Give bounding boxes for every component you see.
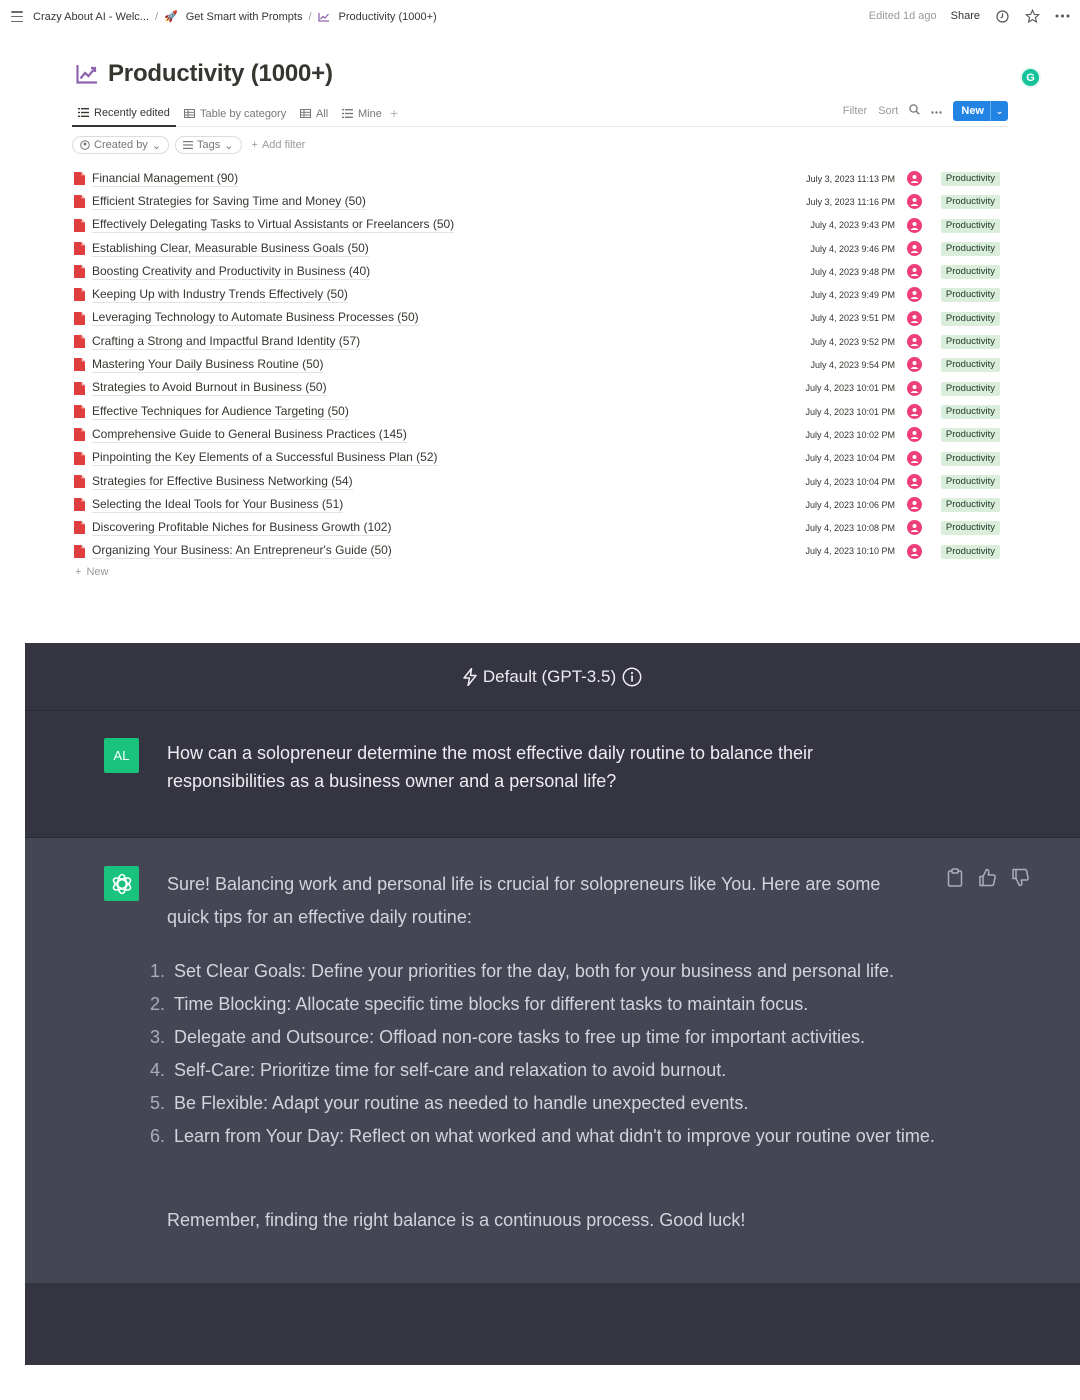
list-item	[145, 955, 945, 988]
filter-button[interactable]: Filter	[842, 105, 868, 117]
tag-badge: Productivity	[941, 382, 1000, 396]
clipboard-icon[interactable]	[945, 868, 964, 887]
table-icon	[300, 109, 311, 118]
more-icon[interactable]	[1054, 8, 1070, 24]
tag-badge: Productivity	[941, 405, 1000, 419]
clock-icon[interactable]	[994, 8, 1010, 24]
document-icon	[74, 219, 85, 232]
page-link[interactable]: Effectively Delegating Tasks to Virtual Assistants or Freelancers (50)	[92, 217, 455, 232]
lightning-icon	[463, 668, 477, 686]
edited-date: July 4, 2023 9:49 PM	[810, 290, 895, 301]
tab-label: Mine	[358, 107, 382, 120]
list-number: 3.	[149, 1027, 165, 1047]
avatar	[907, 497, 922, 512]
page-link[interactable]: Strategies for Effective Business Networking (54)	[92, 473, 353, 488]
more-icon[interactable]	[931, 105, 942, 117]
list-item-text: Be Flexible: Adapt your routine as needed to handle unexpected events.	[174, 1093, 749, 1113]
share-button[interactable]: Share	[950, 10, 980, 22]
table-icon	[184, 109, 195, 118]
page-link[interactable]: Establishing Clear, Measurable Business Goals (50)	[92, 240, 369, 255]
created-by-label: Created by	[94, 139, 148, 151]
list-item	[145, 1054, 945, 1087]
list-item-text: Set Clear Goals: Define your priorities for the day, both for your business and personal life.	[174, 961, 895, 981]
page-link[interactable]: Keeping Up with Industry Trends Effectively (50)	[92, 287, 348, 302]
assistant-outro: Remember, finding the right balance is a continuous process. Good luck!	[167, 1210, 746, 1230]
list-item[interactable]	[72, 493, 1008, 516]
assistant-intro: Sure! Balancing work and personal life is crucial for solopreneurs like You. Here are some quick tips for an effective daily routine:	[167, 874, 881, 927]
assistant-tips-list	[145, 955, 945, 1153]
document-icon	[74, 382, 85, 395]
edited-date: July 3, 2023 11:13 PM	[806, 173, 895, 184]
list-item[interactable]	[72, 353, 1008, 376]
chevron-down-icon[interactable]: ⌄	[990, 101, 1008, 121]
list-item[interactable]	[72, 516, 1008, 539]
assistant-message	[25, 838, 1080, 1283]
list-item[interactable]	[72, 190, 1008, 213]
edited-date: July 4, 2023 10:08 PM	[805, 523, 895, 534]
avatar	[907, 264, 922, 279]
list-item[interactable]	[72, 447, 1008, 470]
tag-badge: Productivity	[941, 312, 1000, 326]
avatar	[907, 311, 922, 326]
edited-date: July 4, 2023 9:48 PM	[810, 266, 895, 277]
tab-label: Table by category	[200, 107, 287, 120]
list-number: 4.	[149, 1060, 165, 1080]
page-link[interactable]: Efficient Strategies for Saving Time and Money (50)	[92, 193, 366, 208]
tab-label: Recently edited	[94, 106, 170, 119]
grammarly-icon[interactable]: G	[1020, 67, 1041, 88]
plus-icon: +	[75, 566, 82, 578]
list-item[interactable]	[72, 540, 1008, 563]
star-icon[interactable]	[1024, 8, 1040, 24]
list-item[interactable]	[72, 214, 1008, 237]
thumbs-up-icon[interactable]	[978, 868, 997, 887]
add-view-icon[interactable]: +	[390, 105, 399, 121]
list-number: 2.	[149, 994, 165, 1014]
list-item	[145, 988, 945, 1021]
openai-logo-icon	[104, 866, 139, 901]
edited-date: July 4, 2023 10:02 PM	[805, 429, 895, 440]
message-actions	[945, 868, 1030, 887]
chart-line-icon	[76, 64, 98, 84]
edited-status: Edited 1d ago	[868, 10, 937, 22]
tag-badge: Productivity	[941, 452, 1000, 466]
avatar	[907, 357, 922, 372]
page-title: Productivity (1000+)	[108, 60, 333, 87]
chevron-down-icon: ⌄	[224, 139, 234, 152]
list-item-text: Time Blocking: Allocate specific time blocks for different tasks to maintain focus.	[174, 994, 809, 1014]
tag-badge: Productivity	[941, 172, 1000, 186]
document-icon	[74, 172, 85, 185]
avatar	[907, 241, 922, 256]
add-new-row-button[interactable]	[75, 566, 108, 578]
tab-mine[interactable]	[336, 100, 388, 127]
page-list	[72, 167, 1008, 563]
list-item[interactable]	[72, 400, 1008, 423]
tab-table-by-category[interactable]	[178, 100, 292, 127]
avatar	[907, 334, 922, 349]
edited-date: July 4, 2023 10:04 PM	[805, 476, 895, 487]
tag-badge: Productivity	[941, 545, 1000, 559]
tag-badge: Productivity	[941, 521, 1000, 535]
list-icon	[342, 109, 353, 118]
tab-recently-edited[interactable]	[72, 100, 176, 127]
document-icon	[74, 242, 85, 255]
list-item-text: Delegate and Outsource: Offload non-core tasks to free up time for important activities.	[174, 1027, 866, 1047]
document-icon	[74, 428, 85, 441]
list-item[interactable]	[72, 260, 1008, 283]
tag-badge: Productivity	[941, 219, 1000, 233]
document-icon	[74, 452, 85, 465]
database-views-bar	[72, 100, 1008, 127]
tag-badge: Productivity	[941, 265, 1000, 279]
breadcrumb-item-current[interactable]: Productivity (1000+)	[338, 10, 437, 23]
list-item[interactable]	[72, 307, 1008, 330]
list-item[interactable]	[72, 330, 1008, 353]
page-header	[76, 60, 333, 88]
list-item[interactable]	[72, 423, 1008, 446]
document-icon	[74, 545, 85, 558]
edited-date: July 4, 2023 10:04 PM	[805, 453, 895, 464]
tag-badge: Productivity	[941, 195, 1000, 209]
tab-all[interactable]	[294, 100, 334, 127]
list-item-text: Learn from Your Day: Reflect on what worked and what didn't to improve your routine over time.	[174, 1126, 935, 1146]
document-icon	[74, 312, 85, 325]
list-icon	[183, 141, 193, 149]
edited-date: July 4, 2023 10:06 PM	[805, 499, 895, 510]
tag-badge: Productivity	[941, 428, 1000, 442]
page-link[interactable]: Mastering Your Daily Business Routine (50)	[92, 357, 324, 372]
page-link[interactable]: Crafting a Strong and Impactful Brand Identity (57)	[92, 333, 361, 348]
user-message-text: How can a solopreneur determine the most effective daily routine to balance their responsibilities as a business owner and a personal life?	[167, 743, 814, 791]
tag-badge: Productivity	[941, 498, 1000, 512]
edited-date: July 3, 2023 11:16 PM	[806, 196, 895, 207]
avatar	[907, 520, 922, 535]
breadcrumb-item-prompts[interactable]: Get Smart with Prompts	[185, 10, 303, 23]
list-number: 1.	[149, 961, 165, 981]
page-link[interactable]: Strategies to Avoid Burnout in Business (50)	[92, 380, 327, 395]
rocket-icon: 🚀	[164, 11, 178, 23]
tag-badge: Productivity	[941, 242, 1000, 256]
avatar	[907, 404, 922, 419]
chart-line-icon	[318, 12, 330, 22]
document-icon	[74, 195, 85, 208]
list-item[interactable]	[72, 470, 1008, 493]
edited-date: July 4, 2023 9:51 PM	[810, 313, 895, 324]
list-item[interactable]	[72, 283, 1008, 306]
avatar	[907, 194, 922, 209]
list-item[interactable]	[72, 377, 1008, 400]
document-icon	[74, 405, 85, 418]
avatar	[907, 171, 922, 186]
hamburger-icon[interactable]	[11, 11, 23, 22]
list-item	[145, 1120, 945, 1153]
page-link[interactable]: Financial Management (90)	[92, 170, 239, 185]
page-link[interactable]: Organizing Your Business: An Entrepreneur's Guide (50)	[92, 543, 392, 558]
plus-icon: +	[251, 139, 258, 151]
add-filter-label: Add filter	[261, 139, 306, 151]
edited-date: July 4, 2023 9:46 PM	[810, 243, 895, 254]
document-icon	[74, 265, 85, 278]
tab-label: All	[316, 107, 329, 120]
model-name: Default (GPT-3.5)	[482, 666, 617, 686]
filter-bar	[72, 136, 305, 154]
new-button[interactable]	[953, 101, 1008, 121]
list-item-text: Self-Care: Prioritize time for self-care and relaxation to avoid burnout.	[174, 1060, 727, 1080]
edited-date: July 4, 2023 9:52 PM	[810, 336, 895, 347]
chevron-down-icon: ⌄	[151, 139, 162, 152]
search-icon[interactable]	[909, 104, 920, 118]
edited-date: July 4, 2023 10:10 PM	[805, 546, 895, 557]
list-number: 5.	[149, 1093, 165, 1113]
thumbs-down-icon[interactable]	[1011, 868, 1030, 887]
breadcrumb-item-workspace[interactable]: Crazy About AI - Welc...	[33, 10, 149, 23]
document-icon	[74, 288, 85, 301]
avatar	[907, 427, 922, 442]
edited-date: July 4, 2023 10:01 PM	[805, 406, 895, 417]
list-number: 6.	[149, 1126, 165, 1146]
avatar	[907, 451, 922, 466]
edited-date: July 4, 2023 10:01 PM	[805, 383, 895, 394]
user-message	[25, 711, 1080, 838]
list-item	[145, 1087, 945, 1120]
page-link[interactable]: Discovering Profitable Niches for Business Growth (102)	[92, 520, 392, 535]
add-new-label: New	[86, 566, 109, 578]
edited-date: July 4, 2023 9:43 PM	[810, 220, 895, 231]
chat-panel	[25, 643, 1080, 1365]
tag-badge: Productivity	[941, 335, 1000, 349]
page-link[interactable]: Pinpointing the Key Elements of a Successful Business Plan (52)	[92, 450, 438, 465]
document-icon	[74, 358, 85, 371]
document-icon	[74, 521, 85, 534]
top-bar	[0, 0, 1080, 34]
avatar	[907, 381, 922, 396]
page-link[interactable]: Leveraging Technology to Automate Business Processes (50)	[92, 310, 419, 325]
list-icon	[78, 108, 89, 117]
page-link[interactable]: Effective Techniques for Audience Targeting (50)	[92, 403, 349, 418]
sort-button[interactable]: Sort	[878, 105, 899, 117]
tag-badge: Productivity	[941, 475, 1000, 489]
avatar	[907, 287, 922, 302]
user-circle-icon	[80, 140, 90, 150]
list-item	[145, 1021, 945, 1054]
created-by-filter[interactable]	[72, 136, 169, 154]
breadcrumb: Crazy About AI - Welc... / 🚀 Get Smart with Prompts / Productivity (1000+)	[33, 10, 437, 23]
new-button-label: New	[961, 105, 984, 117]
document-icon	[74, 475, 85, 488]
page-link[interactable]: Selecting the Ideal Tools for Your Business (51)	[92, 496, 344, 511]
list-item[interactable]	[72, 237, 1008, 260]
user-avatar: AL	[104, 738, 139, 773]
tag-badge: Productivity	[941, 288, 1000, 302]
tags-label: Tags	[197, 139, 221, 151]
tags-filter[interactable]	[175, 136, 241, 154]
avatar	[907, 544, 922, 559]
info-icon[interactable]	[622, 667, 642, 687]
model-header	[25, 643, 1080, 711]
add-filter-button[interactable]	[252, 139, 306, 151]
document-icon	[74, 335, 85, 348]
edited-date: July 4, 2023 9:54 PM	[810, 360, 895, 371]
list-item[interactable]	[72, 167, 1008, 190]
avatar	[907, 218, 922, 233]
document-icon	[74, 498, 85, 511]
tag-badge: Productivity	[941, 358, 1000, 372]
avatar	[907, 474, 922, 489]
page-link[interactable]: Comprehensive Guide to General Business Practices (145)	[92, 426, 407, 441]
page-link[interactable]: Boosting Creativity and Productivity in Business (40)	[92, 263, 371, 278]
